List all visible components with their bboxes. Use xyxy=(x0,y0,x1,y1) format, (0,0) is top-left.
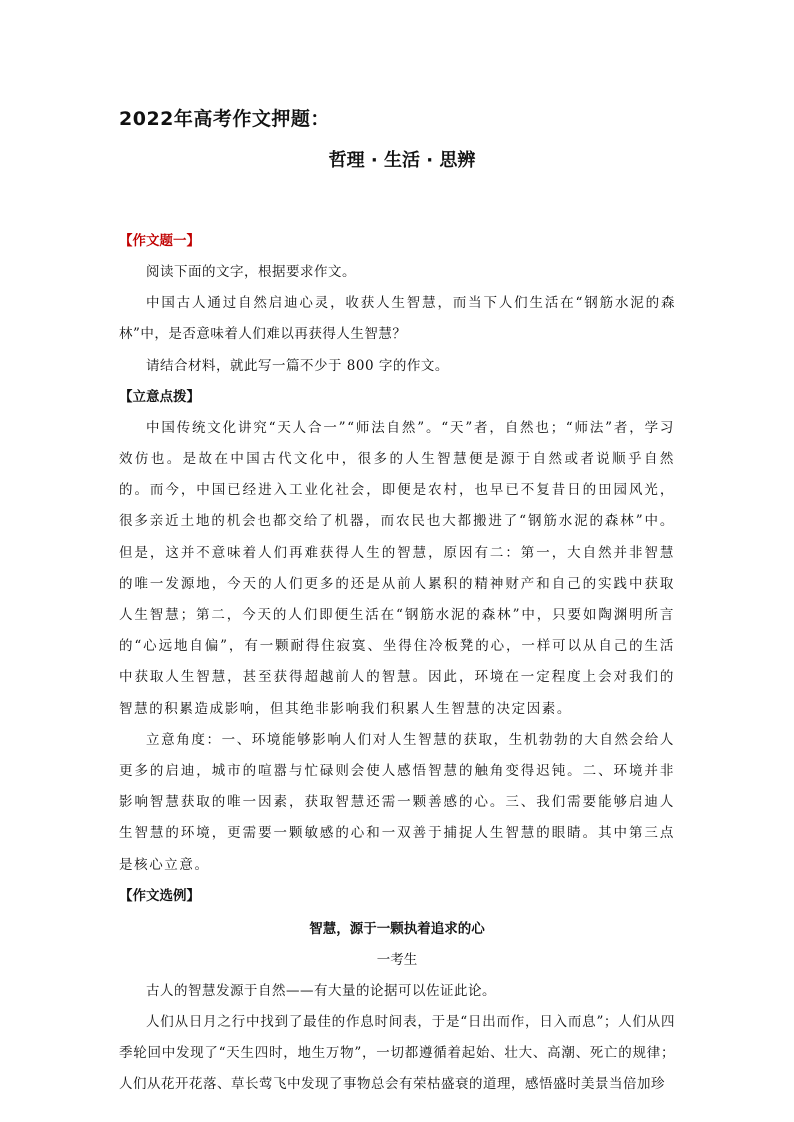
example-heading: 【作文选例】 xyxy=(119,887,200,904)
document-subtitle: 哲理 · 生活 · 思辨 xyxy=(328,150,476,171)
analysis-heading: 【立意点拨】 xyxy=(119,388,200,405)
essay-title: 智慧，源于一颗执着追求的心 xyxy=(309,920,485,937)
topic-one-paragraph: 请结合材料，就此写一篇不少于 800 字的作文。 xyxy=(146,357,449,374)
document-body xyxy=(119,226,675,1101)
essay-paragraph: 人们从日月之行中找到了最佳的作息时间表，于是“日出而作，日入而息”；人们从四季轮回中发现了“天生四时，地生万物”，一切都遵循着起始、壮大、高潮、死亡的规律；人们从花开花落、草长莺飞中发现了事物总会有荣枯盛衰的道理，感悟盛时美景当倍加珍 xyxy=(119,1014,675,1093)
analysis-paragraph: 立意角度：一、环境能够影响人们对人生智慧的获取，生机勃勃的大自然会给人更多的启迪，城市的喧嚣与忙碌则会使人感悟智慧的触角变得迟钝。二、环境并非影响智慧获取的唯一因素，获取智慧还需一颗善感的心。三、我们需要能够启迪人生智慧的环境，更需要一颗敏感的心和一双善于捕捉人生智慧的眼睛。其中第三点是核心立意。 xyxy=(119,731,675,873)
document-title: 2022年高考作文押题： xyxy=(119,108,330,130)
topic-one-heading: 【作文题一】 xyxy=(119,233,200,249)
topic-one-paragraph: 中国古人通过自然启迪心灵，收获人生智慧，而当下人们生活在“钢筋水泥的森林”中，是否意味着人们难以再获得人生智慧？ xyxy=(119,295,675,343)
essay-author: 一考生 xyxy=(376,951,418,968)
analysis-paragraph: 中国传统文化讲究“天人合一”“师法自然”。“天”者，自然也；“师法”者，学习效仿也。是故在中国古代文化中，很多的人生智慧便是源于自然或者说顺乎自然的。而今，中国已经进入工业化社会，即便是农村，也早已不复昔日的田园风光，很多亲近土地的机会也都交给了机器，而农民也大都搬进了“钢筋水泥的森林”中。但是，这并不意味着人们再难获得人生的智慧，原因有二：第一，大自然并非智慧的唯一发源地，今天的人们更多的还是从前人累积的精神财产和自己的实践中获取人生智慧；第二，今天的人们即便生活在“钢筋水泥的森林”中，只要如陶渊明所言的“心远地自偏”，有一颗耐得住寂寞、坐得住冷板凳的心，一样可以从自己的生活中获取人生智慧，甚至获得超越前人的智慧。因此，环境在一定程度上会对我们的智慧的积累造成影响，但其绝非影响我们积累人生智慧的决定因素。 xyxy=(119,419,675,717)
essay-paragraph: 古人的智慧发源于自然——有大量的论据可以佐证此论。 xyxy=(146,982,496,999)
topic-one-paragraph: 阅读下面的文字，根据要求作文。 xyxy=(146,264,356,280)
